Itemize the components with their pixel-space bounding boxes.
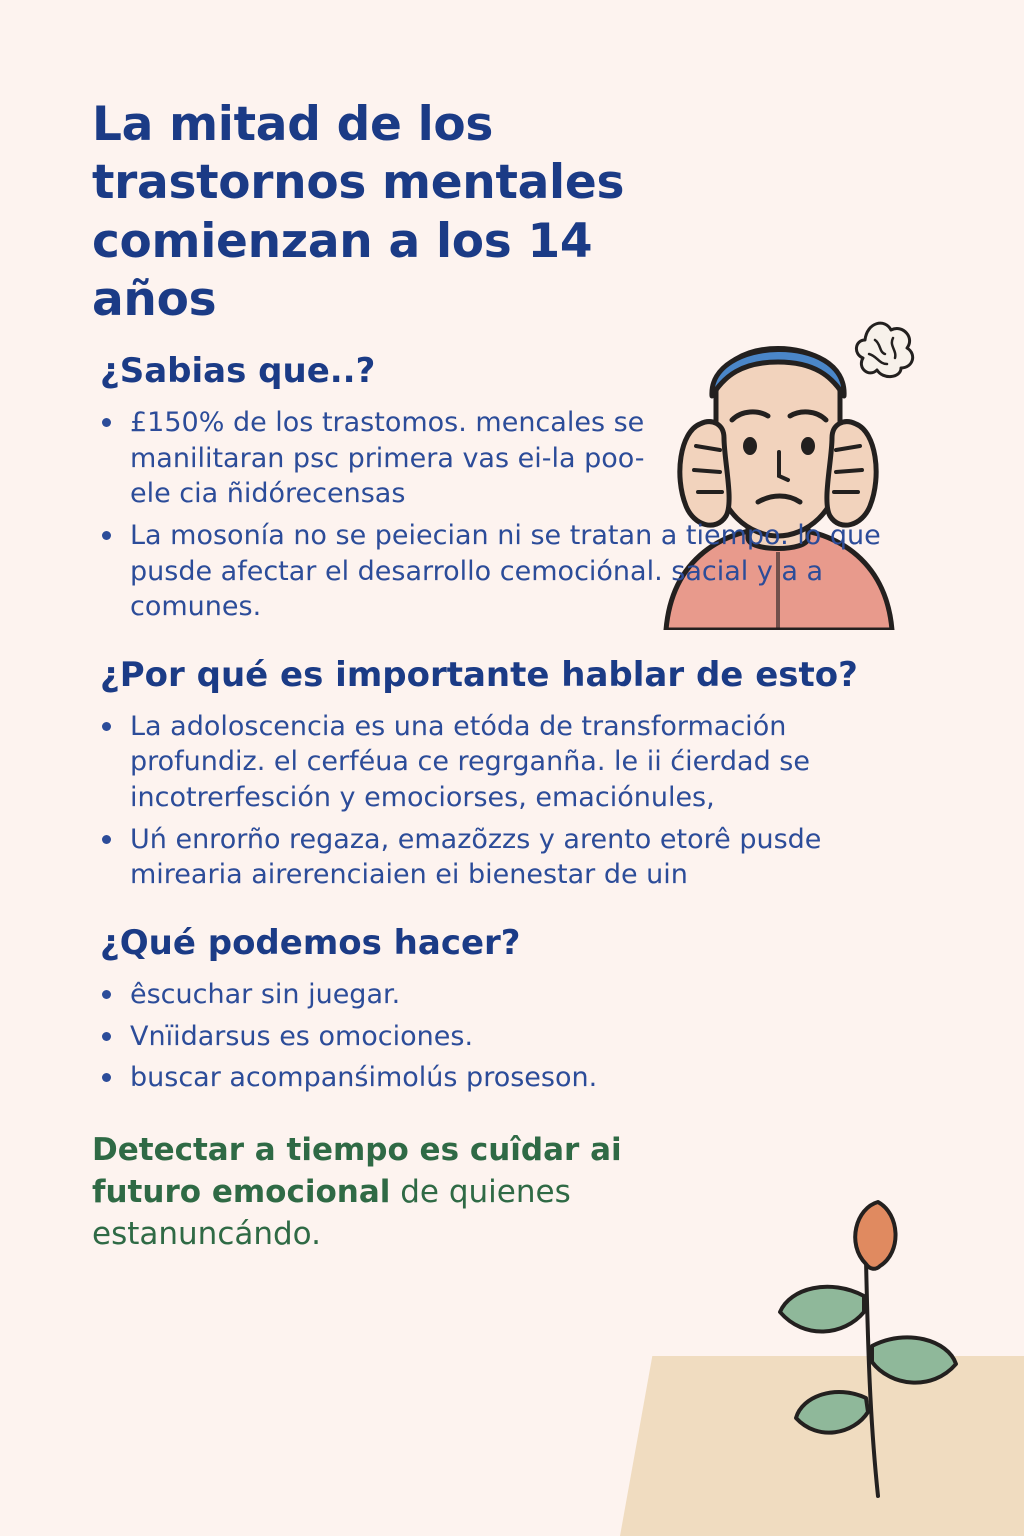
- closing-line-2-bold: futuro emocional: [92, 1173, 391, 1210]
- list-item: La mosonía no se peiecian ni se tratan a tiempo. lo que pusde afectar el desarrollo cemociónal. sacial y a a comunes.: [92, 518, 922, 625]
- bullet-list-porque: [92, 709, 922, 893]
- poster-content: [92, 96, 922, 1255]
- closing-line-1: Detectar a tiempo es cuîdar ai: [92, 1131, 622, 1168]
- section-heading-que-podemos: ¿Qué podemos hacer?: [100, 922, 521, 963]
- list-item: Vnïidarsus es omociones.: [92, 1019, 922, 1055]
- section-heading-porque: ¿Por qué es importante hablar de esto?: [100, 654, 858, 695]
- list-item: La adoloscencia es una etóda de transformación profundiz. el cerféua ce regrganña. le ii ćierdad se incotrerfesción y emociorses, emaciónules,: [92, 709, 922, 816]
- list-item: buscar acompanśimolús proseson.: [92, 1060, 922, 1096]
- bullet-list-sabias: [92, 405, 652, 512]
- section-heading-sabias: ¿Sabias que..?: [100, 351, 376, 392]
- list-item: êscuchar sin juegar.: [92, 977, 922, 1013]
- list-item: £150% de los trastomos. mencales se manilitaran psc primera vas ei-la poo-ele cia ñidórecensas: [92, 405, 652, 512]
- closing-line-2-light: de quienes estanuncándo.: [92, 1173, 571, 1252]
- bullet-list-sabias-2: [92, 518, 922, 625]
- page-title: La mitad de los trastornos mentales comienzan a los 14 años: [92, 97, 625, 327]
- list-item: Uń enrorño regaza, emazõzzs y arento etorê pusde mirearia airerenciaien ei bienestar de uin: [92, 822, 922, 893]
- bullet-list-que-podemos: [92, 977, 922, 1096]
- closing-statement: [92, 1130, 732, 1256]
